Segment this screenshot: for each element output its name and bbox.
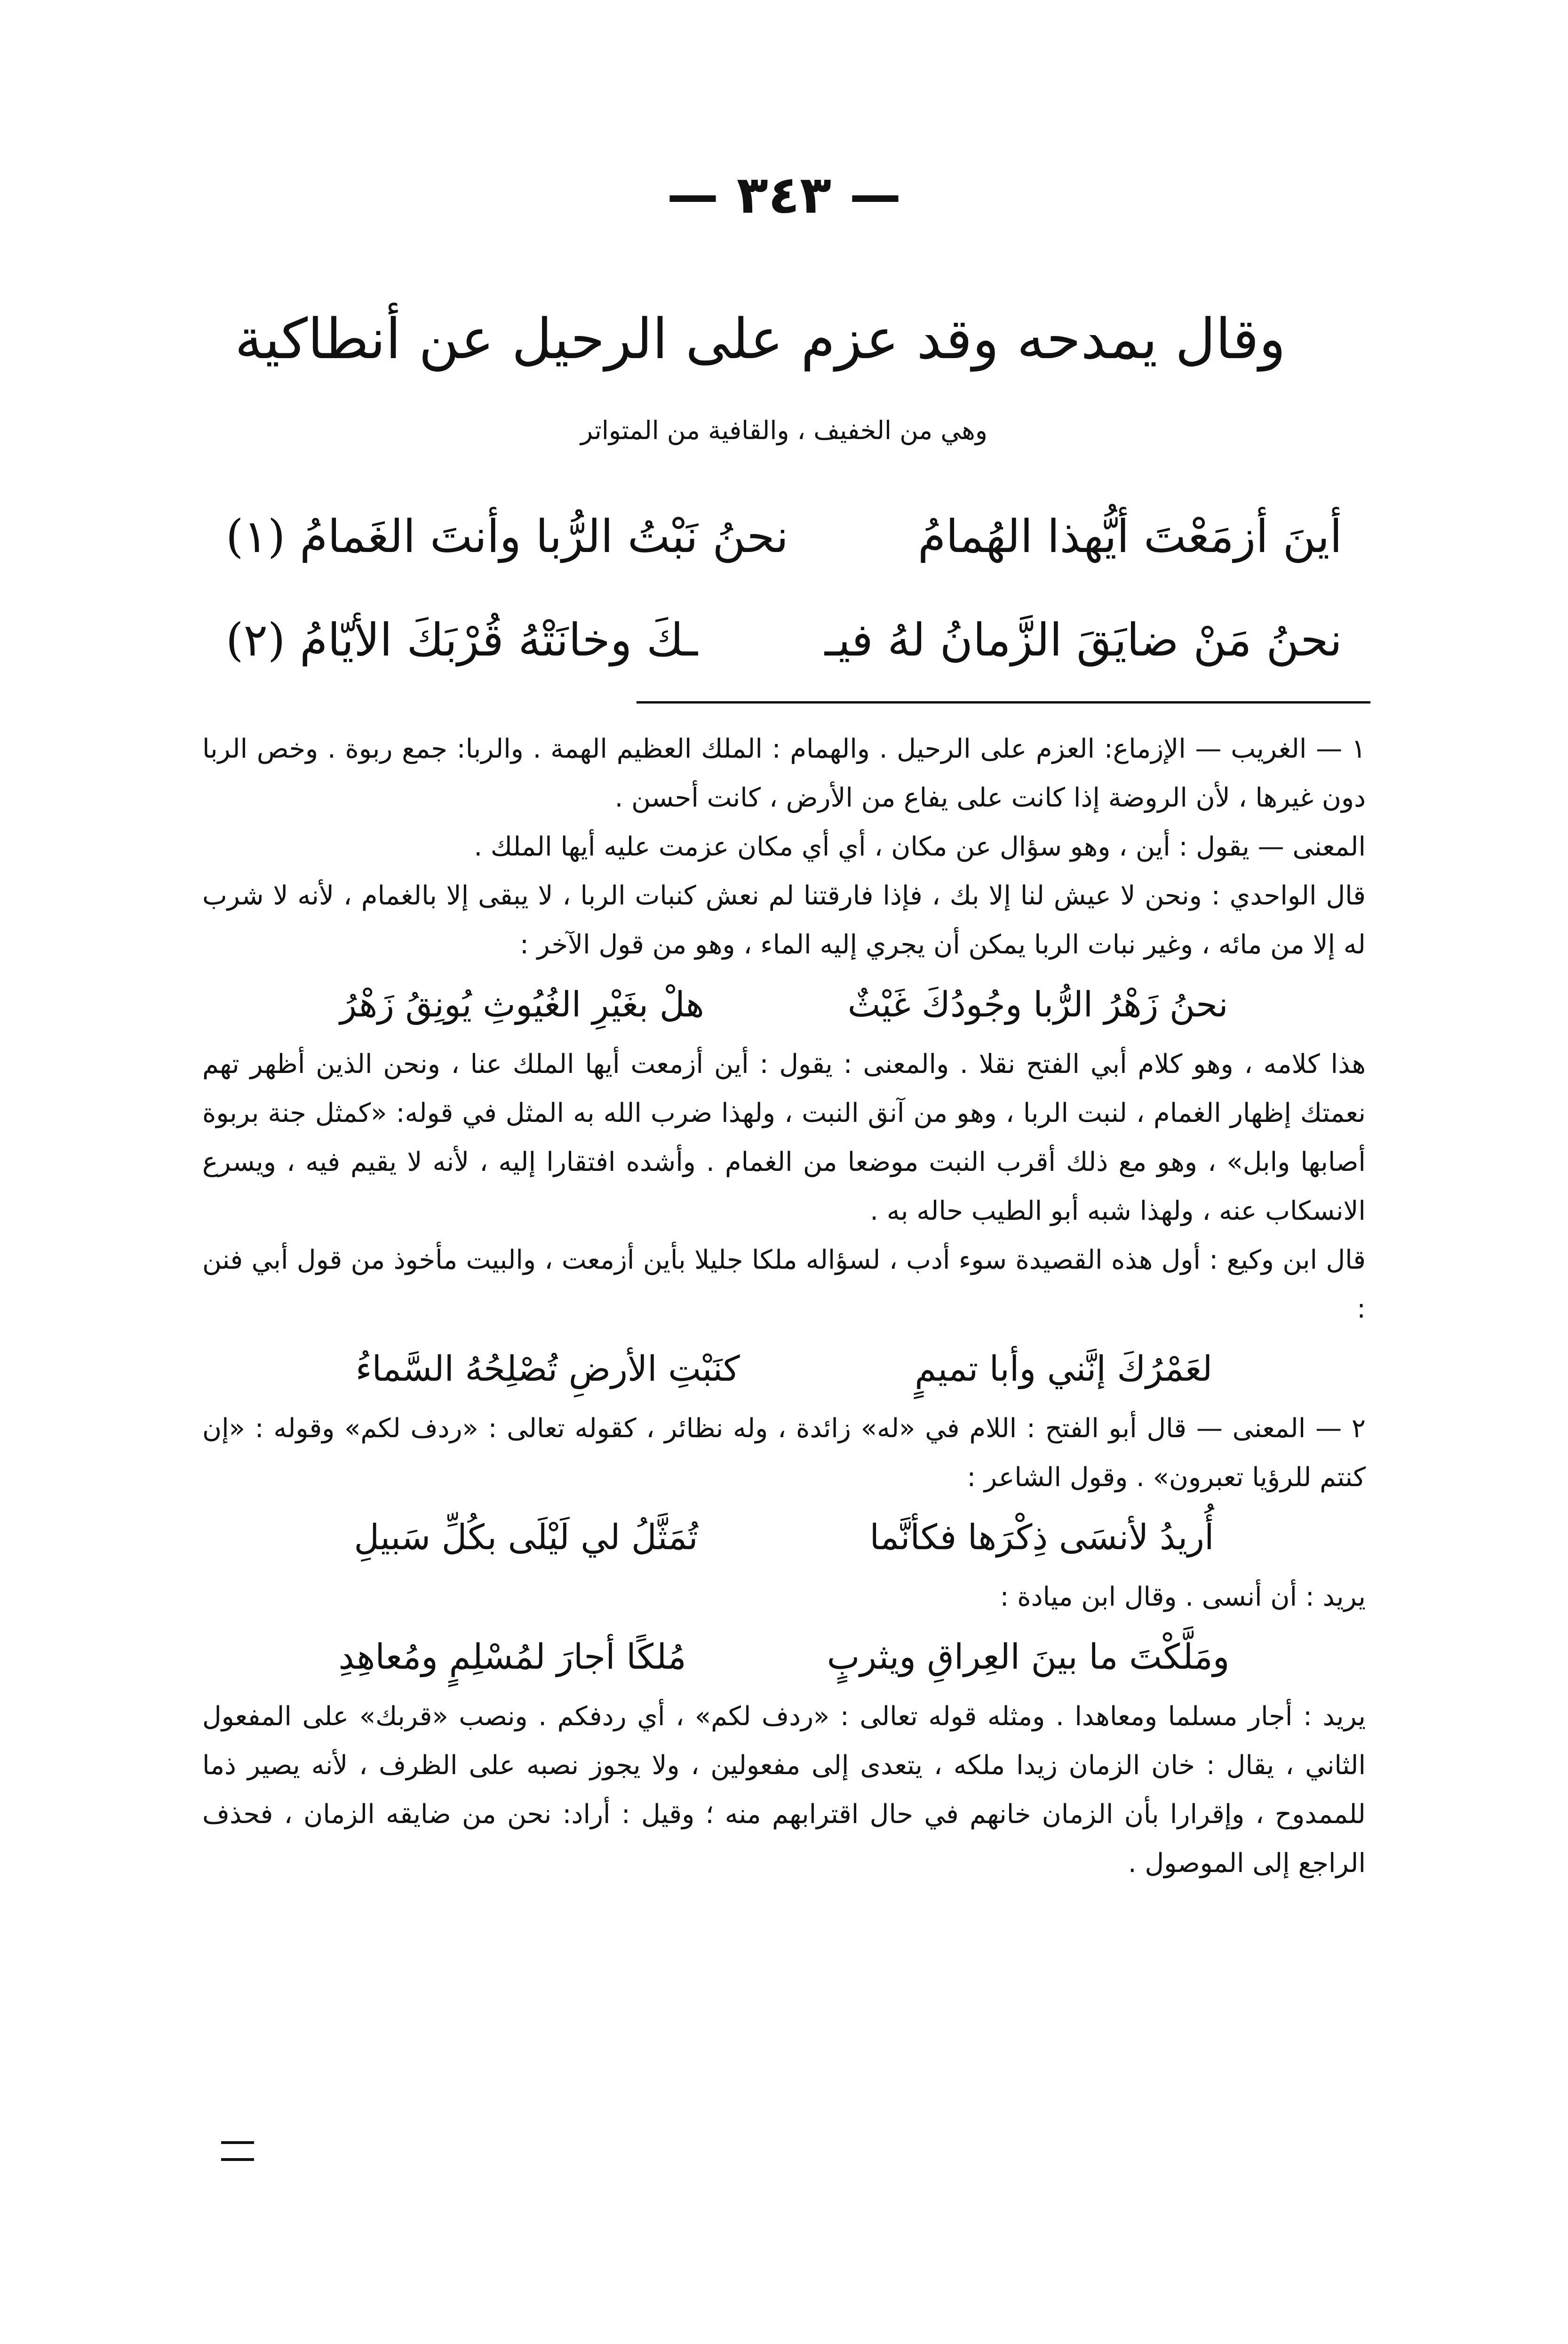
quoted-verse-second: مُلكًا أجارَ لمُسْلِمٍ ومُعاهِدِ: [338, 1637, 686, 1677]
footnote-divider: [637, 701, 1370, 704]
quoted-verse-second: تُمَثَّلُ لي لَيْلَى بكُلِّ سَبيلِ: [354, 1517, 698, 1558]
verse-second-hemistich: نحنُ نَبْتُ الرُّبا وأنتَ الغَمامُ (١): [226, 510, 789, 563]
note-1-abu-alfath: هذا كلامه ، وهو كلام أبي الفتح نقلا . والمعنى : يقول : أين أزمعت أيها الملك عنا ، ونحن الذين أظهر تهم نعمتك إظهار الغمام ، لنبت الربا ، وهو من آنق النبت ، ولهذا ضرب الله به المثل في قوله: «كمثل جنة بربوة أصابها وابل» ، وهو مع ذلك أقرب النبت موضعا من الغمام . وأشده افتقارا إليه ، لأنه لا يقيم فيه ، ويسرع الانسكاب عنه ، ولهذا شبه أبو الطيب حاله به .: [202, 1049, 1366, 1226]
quoted-verse: [202, 1334, 1366, 1404]
verse-line: [226, 588, 1342, 692]
note-2-ibn-mayyada: يريد : أن أنسى . وقال ابن ميادة :: [1000, 1582, 1366, 1612]
continuation-mark: [221, 2141, 254, 2161]
verse-line: [226, 485, 1342, 588]
note-1-meaning: المعنى — يقول : أين ، وهو سؤال عن مكان ، أي أي مكان عزمت عليه أيها الملك .: [474, 832, 1366, 862]
quoted-verse-second: كنَبْتِ الأرضِ تُصْلِحُهُ السَّماءُ: [355, 1349, 740, 1389]
quoted-verse-first: ومَلَّكْتَ ما بينَ العِراقِ ويثربٍ: [827, 1637, 1230, 1677]
quoted-verse-first: أُريدُ لأنسَى ذِكْرَها فكأنَّما: [869, 1517, 1214, 1558]
note-2-meaning: ٢ — المعنى — قال أبو الفتح : اللام في «له» زائدة ، وله نظائر ، كقوله تعالى : «ردف لكم» وقوله : «إن كنتم للرؤيا تعبرون» . وقول الشاعر :: [202, 1413, 1366, 1493]
note-2-grammar: يريد : أجار مسلما ومعاهدا . ومثله قوله تعالى : «ردف لكم» ، أي ردفكم . ونصب «قربك» على المفعول الثاني ، يقال : خان الزمان زيدا ملكه ، يتعدى إلى مفعولين ، ولا يجوز نصبه على الظرف ، لأنه يصير ذما للممدوح ، وإقرارا بأن الزمان خانهم في حال اقترابهم منه ؛ وقيل : أراد: نحن من ضايقه الزمان ، فحذف الراجع إلى الموصول .: [202, 1701, 1366, 1879]
commentary-footnotes: [202, 725, 1366, 1888]
verse-first-hemistich: نحنُ مَنْ ضايَقَ الزَّمانُ لهُ فيـ: [824, 614, 1342, 666]
quoted-verse-second: هلْ بغَيْرِ الغُيُوثِ يُونِقُ زَهْرُ: [340, 984, 704, 1025]
quoted-verse: [202, 1502, 1366, 1573]
note-1-wahidi: قال الواحدي : ونحن لا عيش لنا إلا بك ، فإذا فارقتنا لم نعش كنبات الربا ، لا يبقى إلا بالغمام ، لأنه لا شرب له إلا من مائه ، وغير نبات الربا يمكن أن يجري إليه الماء ، وهو من قول الآخر :: [202, 880, 1366, 960]
note-1-ibn-waki: قال ابن وكيع : أول هذه القصيدة سوء أدب ، لسؤاله ملكا جليلا بأين أزمعت ، والبيت مأخوذ من قول أبي فنن :: [202, 1245, 1366, 1324]
meter-note: وهي من الخفيف ، والقافية من المتواتر: [581, 416, 987, 445]
poem-heading: وقال يمدحه وقد عزم على الرحيل عن أنطاكية: [235, 306, 1286, 371]
verse-second-hemistich: ـكَ وخانَتْهُ قُرْبَكَ الأيّامُ (٢): [226, 614, 698, 666]
note-1-vocabulary: ١ — الغريب — الإزماع: العزم على الرحيل . والهمام : الملك العظيم الهمة . والربا: جمع ربوة . وخص الربا دون غيرها ، لأن الروضة إذا كانت على يفاع من الأرض ، كانت أحسن .: [202, 734, 1366, 813]
quoted-verse: [202, 969, 1366, 1040]
page-number: — ٣٤٣ —: [667, 165, 901, 225]
quoted-verse-first: نحنُ زَهْرُ الرُّبا وجُودُكَ غَيْثٌ: [847, 984, 1228, 1025]
quoted-verse-first: لعَمْرُكَ إنَّني وأبا تميمٍ: [915, 1349, 1213, 1389]
verse-first-hemistich: أينَ أزمَعْتَ أيُّهذا الهُمامُ: [917, 510, 1342, 563]
poem-verses: [226, 485, 1342, 692]
quoted-verse: [202, 1622, 1366, 1692]
